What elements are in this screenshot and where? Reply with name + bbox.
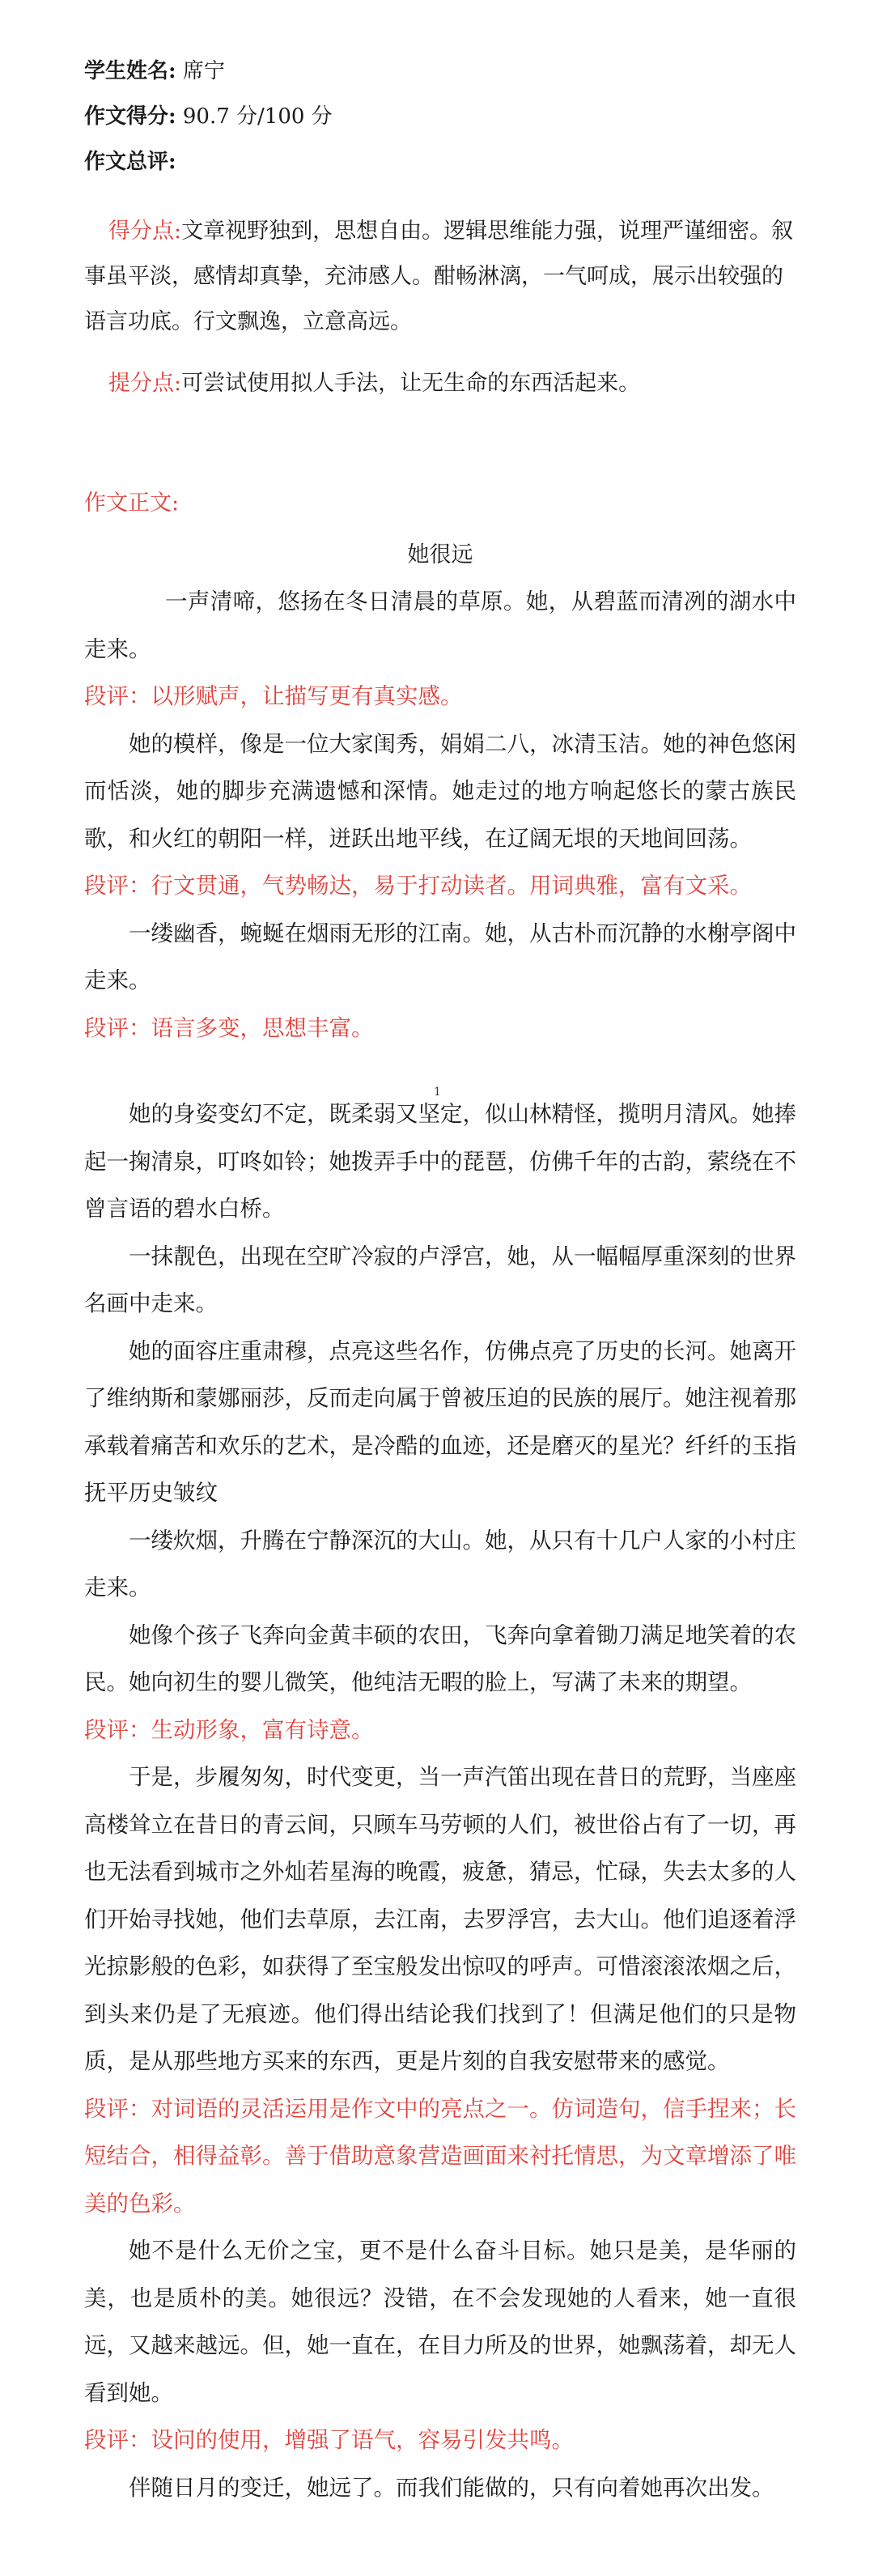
essay-paragraph: 她的模样，像是一位大家闺秀，娟娟二八，冰清玉洁。她的神色悠闲而恬淡，她的脚步充满遗憾和深情。她走过的地方响起悠长的蒙古族民歌，和火红的朝阳一样，迸跃出地平线，在辽阔无垠的天地间回荡。 — [84, 730, 796, 852]
essay-paragraph: 一声清啼，悠扬在冬日清晨的草原。她，从碧蓝而清冽的湖水中走来。 — [84, 589, 796, 662]
strength-review — [84, 209, 796, 345]
essay-paragraph: 一缕幽香，蜿蜒在烟雨无形的江南。她，从古朴而沉静的水榭亭阁中走来。 — [84, 920, 796, 993]
student-name-label: 学生姓名: — [84, 59, 176, 83]
essay-paragraph: 一抹靓色，出现在空旷冷寂的卢浮宫，她，从一幅幅厚重深刻的世界名画中走来。 — [84, 1243, 796, 1316]
strength-tag: 得分点: — [108, 219, 182, 244]
strength-text: 文章视野独到，思想自由。逻辑思维能力强，说理严谨细密。叙事虽平淡，感情却真挚，充沛感人。酣畅淋漓，一气呵成，展示出较强的语言功底。行文飘逸，立意高远。 — [84, 219, 794, 334]
overall-review-row — [84, 139, 796, 185]
improvement-tag: 提分点: — [108, 371, 182, 396]
essay-paragraph: 她的身姿变幻不定，既柔弱又坚定，似山林精怪，揽明月清风。她捧起一掬清泉，叮咚如铃；她拨弄手中的琵琶，仿佛千年的古韵，萦绕在不曾言语的碧水白桥。 — [84, 1101, 796, 1222]
paragraph-comment: 段评：以形赋声，让描写更有真实感。 — [84, 683, 463, 709]
student-name-row — [84, 49, 796, 94]
essay-paragraph: 她不是什么无价之宝，更不是什么奋斗目标。她只是美，是华丽的美，也是质朴的美。她很远？没错，在不会发现她的人看来，她一直很远，又越来越远。但，她一直在，在目力所及的世界，她飘荡着，却无人看到她。 — [84, 2238, 796, 2406]
essay-score-row — [84, 94, 796, 139]
essay-body-heading: 作文正文: — [84, 491, 180, 516]
essay-paragraph: 她的面容庄重肃穆，点亮这些名作，仿佛点亮了历史的长河。她离开了维纳斯和蒙娜丽莎，反而走向属于曾被压迫的民族的展厅。她注视着那承载着痛苦和欢乐的艺术，是冷酷的血迹，还是磨灭的星光？纤纤的玉指抚平历史皱纹 — [84, 1337, 796, 1506]
essay-title: 她很远 — [407, 542, 473, 567]
overall-review-label: 作文总评: — [84, 150, 176, 174]
paragraph-comment: 段评：语言多变，思想丰富。 — [84, 1014, 374, 1041]
paragraph-comment: 段评：对词语的灵活运用是作文中的亮点之一。仿词造句，信手捏来；长短结合，相得益彰。善于借助意象营造画面来衬托情思，为文章增添了唯美的色彩。 — [84, 2095, 796, 2217]
essay-paragraph: 她像个孩子飞奔向金黄丰硕的农田，飞奔向拿着锄刀满足地笑着的农民。她向初生的婴儿微笑，他纯洁无暇的脸上，写满了未来的期望。 — [84, 1622, 796, 1695]
paragraph-comment: 段评：行文贯通，气势畅达，易于打动读者。用词典雅，富有文采。 — [84, 873, 752, 899]
student-name-value: 席宁 — [182, 59, 225, 83]
paragraph-comment: 段评：设问的使用，增强了语气，容易引发共鸣。 — [84, 2427, 574, 2453]
improvement-text: 可尝试使用拟人手法，让无生命的东西活起来。 — [181, 371, 641, 396]
essay-score-label: 作文得分: — [84, 104, 176, 129]
paragraph-comment: 段评：生动形象，富有诗意。 — [84, 1716, 374, 1743]
essay-report — [84, 49, 796, 2511]
essay-paragraph: 伴随日月的变迁，她远了。而我们能做的，只有向着她再次出发。 — [129, 2474, 774, 2501]
improvement-review — [84, 361, 796, 406]
page-number: 1 — [434, 1086, 441, 1099]
essay-paragraph: 一缕炊烟，升腾在宁静深沉的大山。她，从只有十几户人家的小村庄走来。 — [84, 1527, 796, 1600]
essay-score-value: 90.7 分/100 分 — [182, 104, 333, 129]
essay-paragraph: 于是，步履匆匆，时代变更，当一声汽笛出现在昔日的荒野，当座座高楼耸立在昔日的青云间，只顾车马劳顿的人们，被世俗占有了一切，再也无法看到城市之外灿若星海的晚霞，疲惫，猜忌，忙碌，失去太多的人们开始寻找她，他们去草原，去江南，去罗浮宫，去大山。他们追逐着浮光掠影般的色彩，如获得了至宝般发出惊叹的呼声。可惜滚滚浓烟之后，到头来仍是了无痕迹。他们得出结论我们找到了！但满足他们的只是物质，是从那些地方买来的东西，更是片刻的自我安慰带来的感觉。 — [84, 1764, 796, 2074]
